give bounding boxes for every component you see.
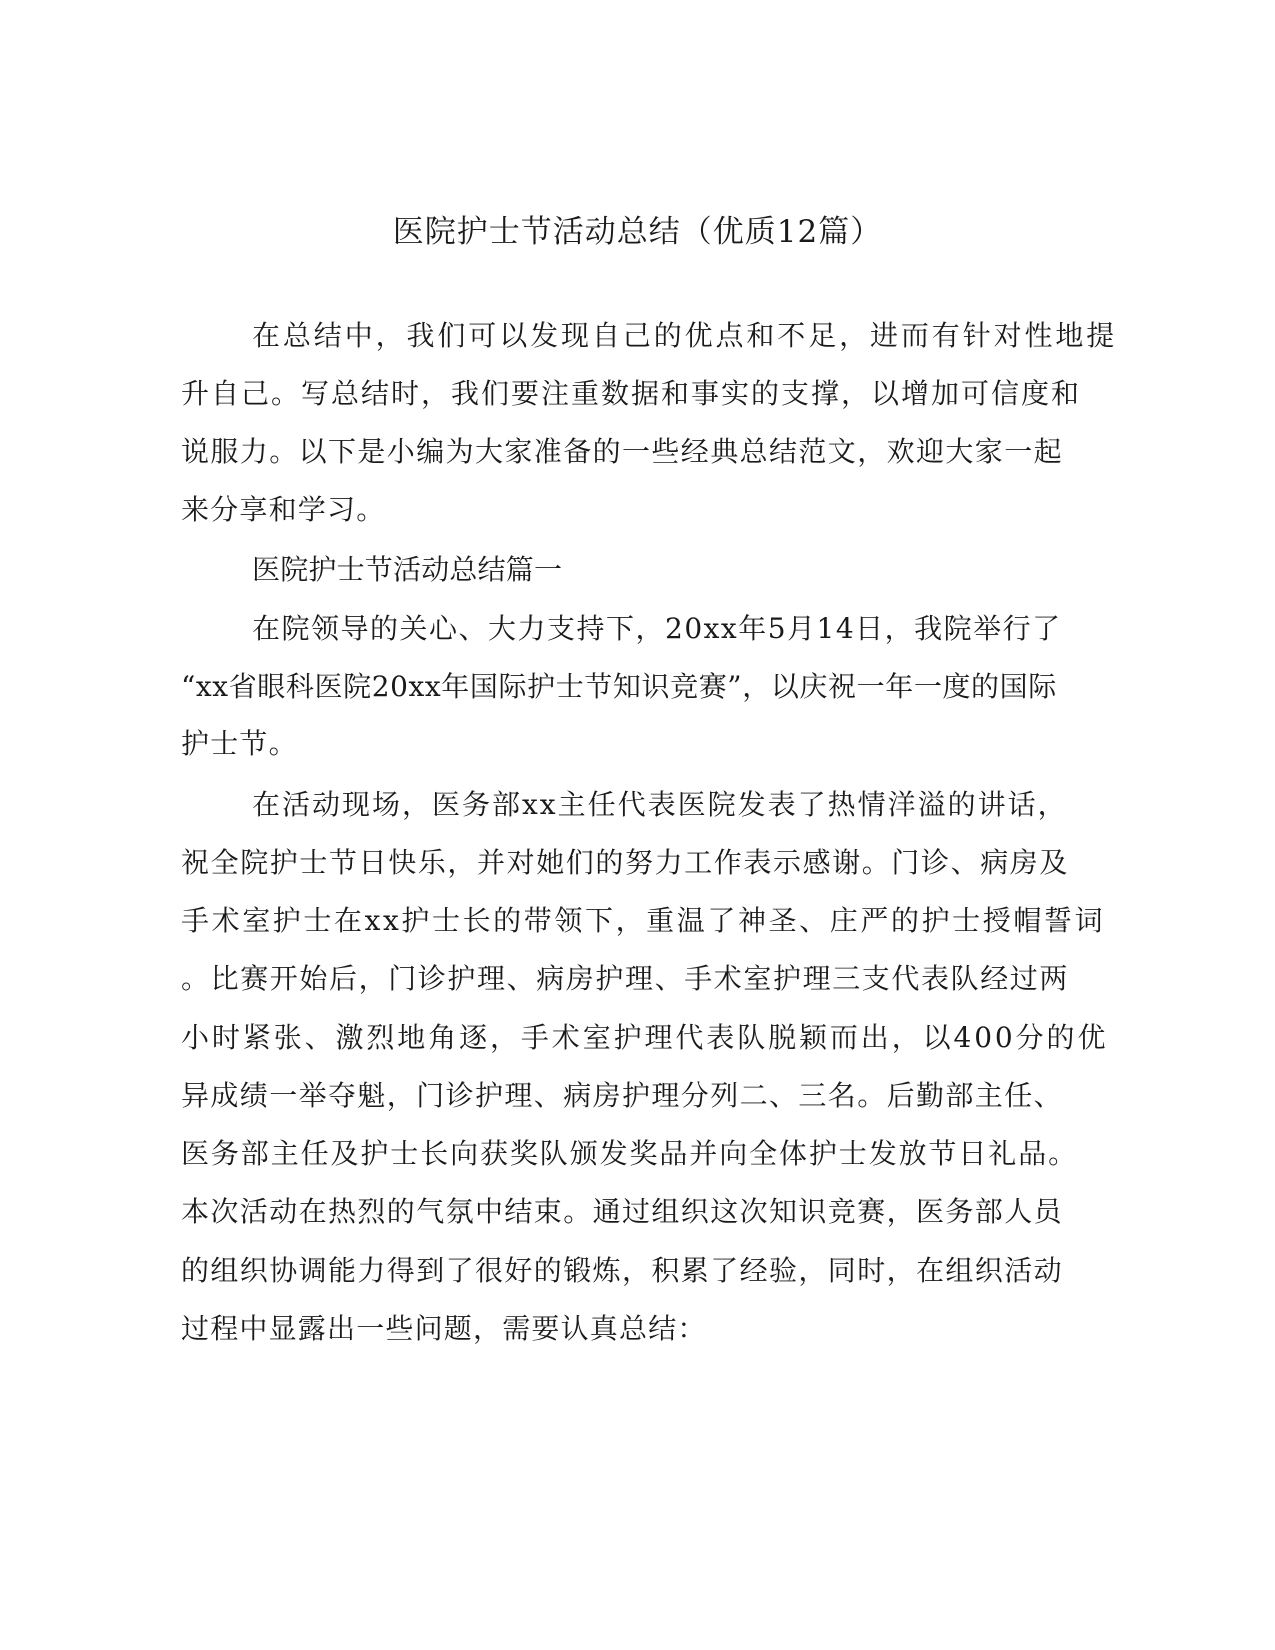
document-title: 医院护士节活动总结（优质12篇） [392,214,883,250]
text-line: 祝全院护士节日快乐，并对她们的努力工作表示感谢。门诊、病房及 [181,846,1070,879]
section-heading: 医院护士节活动总结篇一 [252,553,563,586]
text-line: 医务部主任及护士长向获奖队颁发奖品并向全体护士发放节日礼品。 [181,1137,1079,1170]
text-line: 手术室护士在xx护士长的带领下，重温了神圣、庄严的护士授帽誓词 [181,904,1106,937]
text-line: 的组织协调能力得到了很好的锻炼，积累了经验，同时，在组织活动 [181,1254,1064,1287]
text-line: 小时紧张、激烈地角逐，手术室护理代表队脱颖而出，以400分的优 [181,1021,1109,1054]
text-line: 在院领导的关心、大力支持下，20xx年5月14日，我院举行了 [252,612,1062,645]
text-line: 异成绩一举夺魁，门诊护理、病房护理分列二、三名。后勤部主任、 [181,1079,1064,1112]
text-line: 在总结中，我们可以发现自己的优点和不足，进而有针对性地提 [252,319,1118,352]
text-line: 说服力。以下是小编为大家准备的一些经典总结范文，欢迎大家一起 [181,435,1064,468]
text-line: “xx省眼科医院20xx年国际护士节知识竞赛”，以庆祝一年一度的国际 [181,670,1057,703]
text-line: 来分享和学习。 [181,493,386,526]
text-line: 护士节。 [181,727,298,760]
text-line: 。比赛开始后，门诊护理、病房护理、手术室护理三支代表队经过两 [181,962,1070,995]
text-line: 本次活动在热烈的气氛中结束。通过组织这次知识竞赛，医务部人员 [181,1195,1064,1228]
text-line: 在活动现场，医务部xx主任代表医院发表了热情洋溢的讲话， [252,788,1068,821]
text-line: 过程中显露出一些问题，需要认真总结： [181,1312,707,1345]
text-line: 升自己。写总结时，我们要注重数据和事实的支撑，以增加可信度和 [181,377,1082,410]
